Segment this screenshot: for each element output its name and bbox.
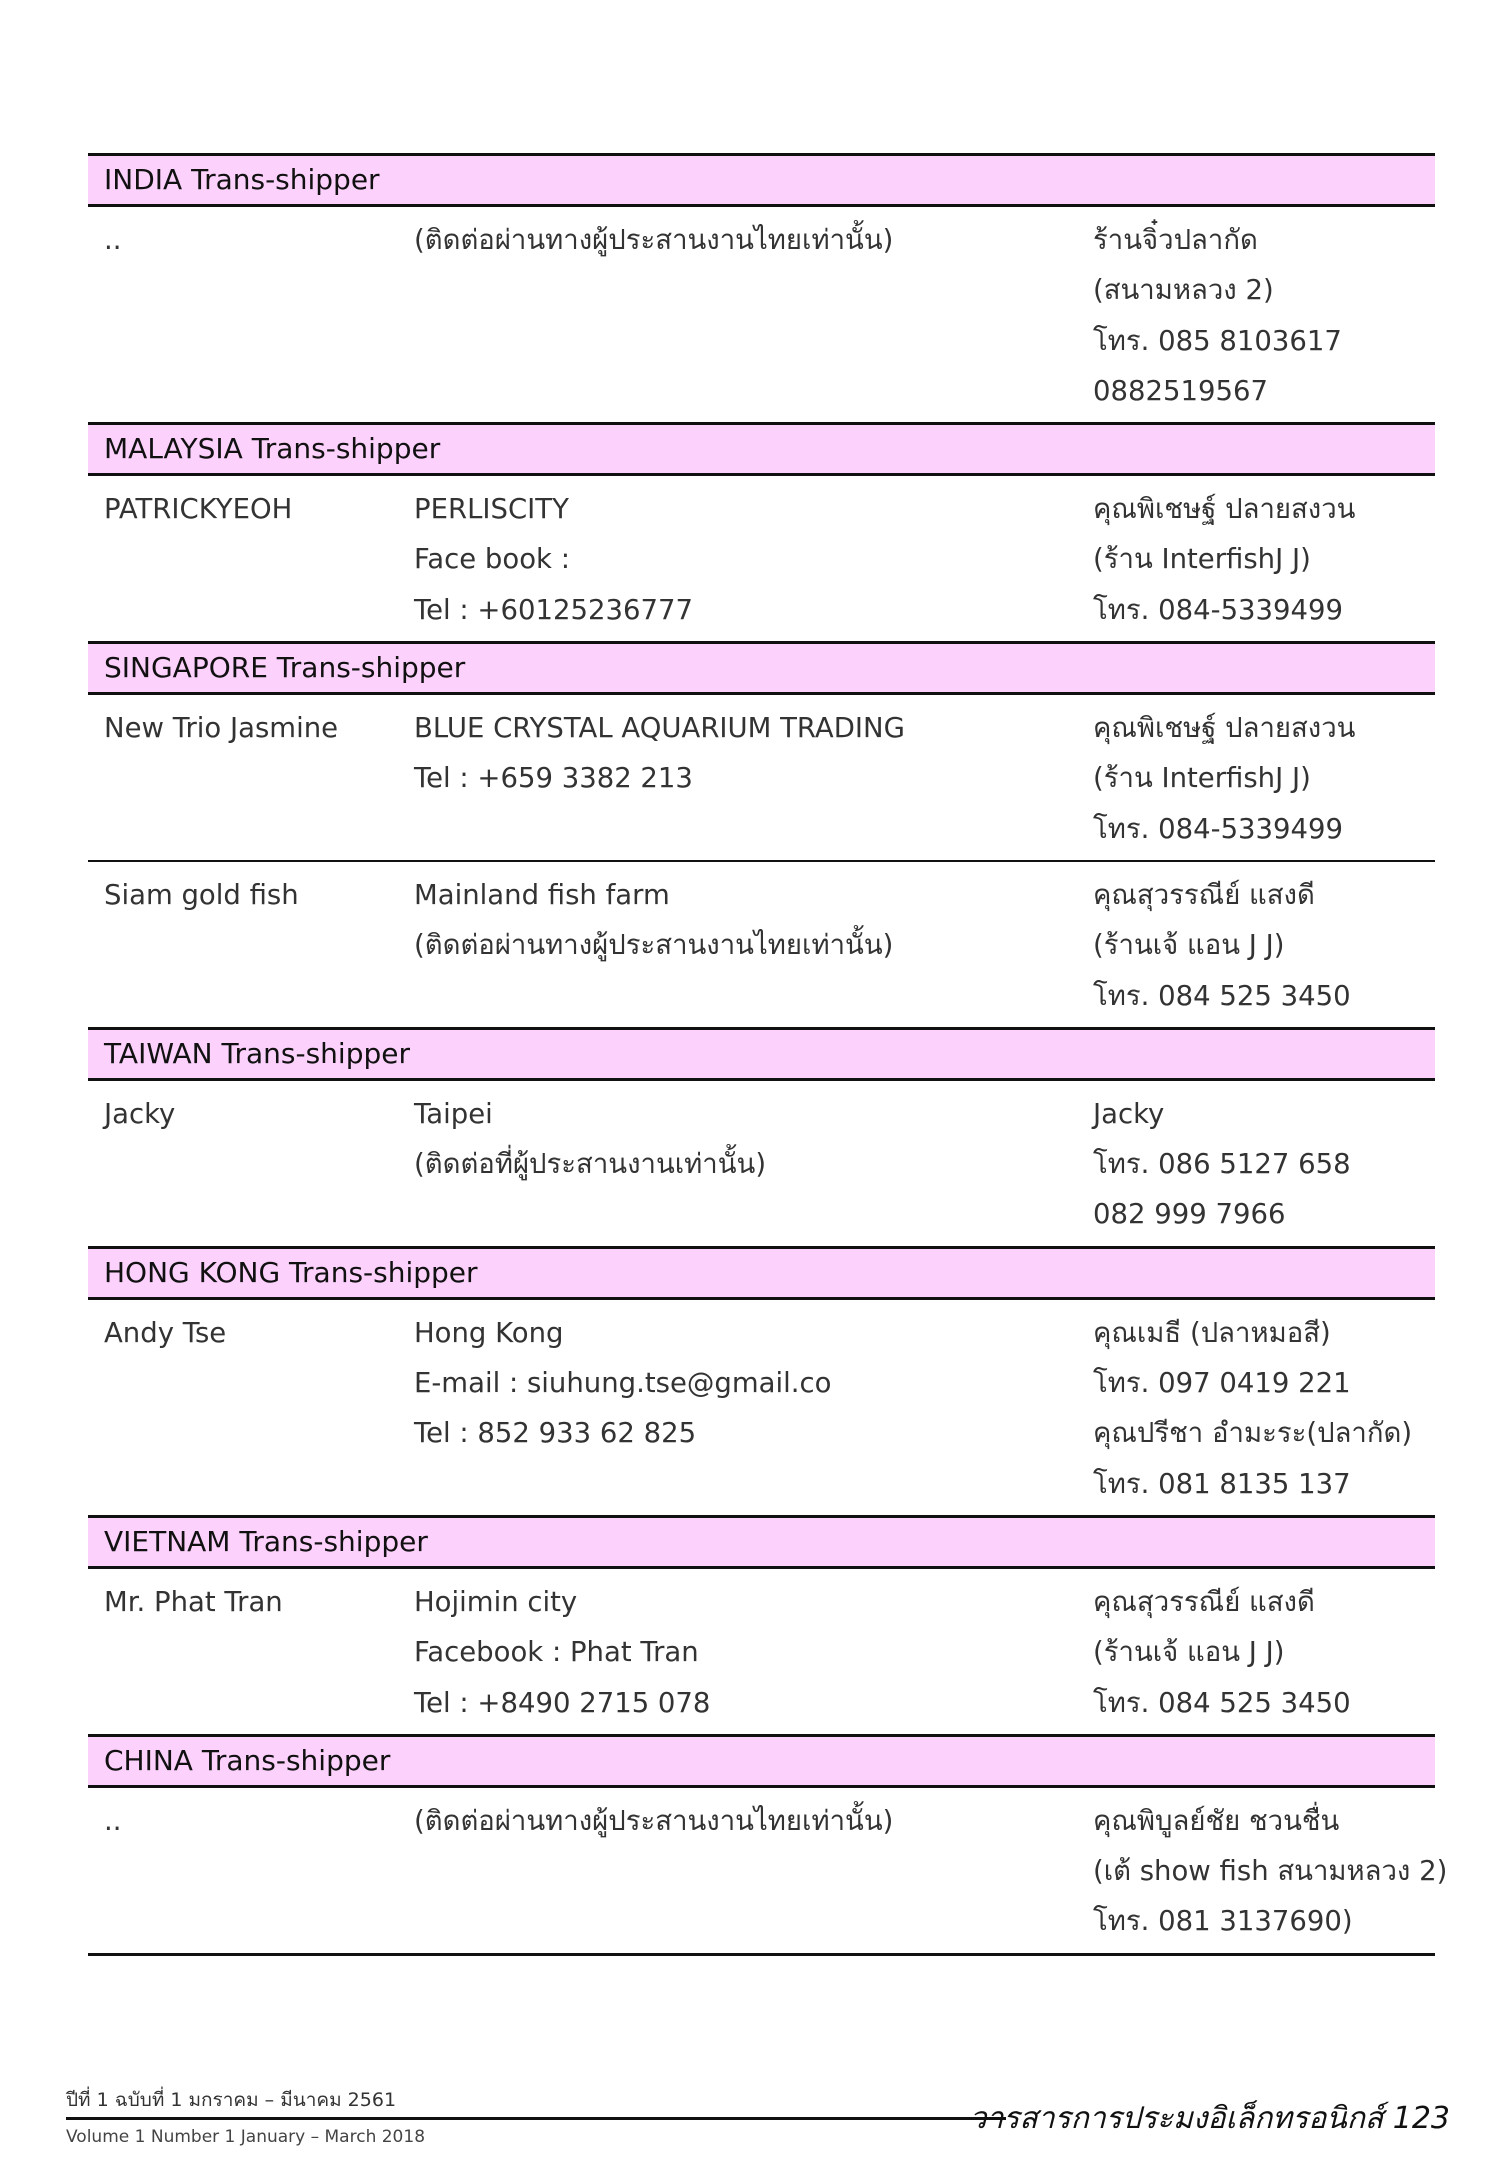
contact-details (414, 1089, 766, 1190)
contact-details-line: Tel : +8490 2715 078 (414, 1686, 711, 1719)
contact-name (104, 215, 121, 265)
contact-details-line: Facebook : Phat Tran (414, 1636, 699, 1669)
entry-row (88, 1081, 1435, 1246)
thai-coordinator-line: คุณปรีชา อำมะระ(ปลากัด) (1093, 1417, 1413, 1450)
thai-coordinator-line: ร้านจิ๋วปลากัด (1093, 224, 1258, 256)
thai-coordinator-line: โทร. 084 525 3450 (1093, 1686, 1351, 1719)
thai-coordinator-line: โทร. 084 525 3450 (1093, 979, 1351, 1012)
contact-details (414, 484, 693, 635)
thai-coordinator-line: โทร. 084-5339499 (1093, 812, 1344, 845)
section-header: HONG KONG Trans-shipper (88, 1246, 1435, 1300)
contact-details-line: (ติดต่อผ่านทางผู้ประสานงานไทยเท่านั้น) (414, 929, 894, 962)
entry-row (88, 860, 1435, 1027)
contact-details-line: Mainland fish farm (414, 878, 670, 911)
thai-coordinator-line: โทร. 081 8135 137 (1093, 1467, 1351, 1500)
section-entries (88, 1569, 1435, 1734)
thai-coordinator (1093, 1089, 1435, 1240)
journal-title-page-number: วารสารการประมงอิเล็กทรอนิกส์ 123 (969, 2101, 1450, 2136)
contact-details (414, 1308, 831, 1459)
trans-shipper-table (88, 153, 1448, 1956)
entry-row (88, 695, 1435, 860)
section-header: CHINA Trans-shipper (88, 1734, 1435, 1788)
contact-name-line: Andy Tse (104, 1316, 227, 1349)
issue-english: Volume 1 Number 1 January – March 2018 (66, 2127, 426, 2147)
contact-details (414, 215, 893, 265)
contact-name-line: Jacky (104, 1097, 176, 1130)
contact-name (104, 1796, 121, 1846)
contact-details-line: (ติดต่อผ่านทางผู้ประสานงานไทยเท่านั้น) (414, 224, 894, 256)
contact-details-line: E-mail : siuhung.tse@gmail.co (414, 1367, 832, 1400)
thai-coordinator-line: โทร. 097 0419 221 (1093, 1367, 1351, 1400)
contact-name-line: .. (104, 224, 122, 256)
contact-details (414, 870, 893, 971)
thai-coordinator (1093, 1796, 1448, 1947)
thai-coordinator (1093, 703, 1435, 854)
contact-details-line: PERLISCITY (414, 493, 569, 526)
entry-row (88, 1300, 1435, 1515)
contact-details-line: BLUE CRYSTAL AQUARIUM TRADING (414, 712, 905, 745)
contact-details-line: (ติดต่อที่ผู้ประสานงานเท่านั้น) (414, 1148, 767, 1181)
thai-coordinator-line: โทร. 081 3137690) (1093, 1905, 1353, 1938)
section-header: SINGAPORE Trans-shipper (88, 641, 1435, 695)
thai-coordinator (1093, 1577, 1435, 1728)
page-footer (66, 2085, 1456, 2155)
entry-row (88, 1569, 1435, 1734)
contact-name-line: New Trio Jasmine (104, 712, 339, 745)
thai-coordinator-line: (ร้านเจ้ แอน J J) (1093, 929, 1285, 962)
section-entries (88, 1081, 1435, 1246)
thai-coordinator (1093, 484, 1435, 635)
thai-coordinator-line: (ร้าน InterfishJ J) (1093, 762, 1311, 795)
section-header: TAIWAN Trans-shipper (88, 1027, 1435, 1081)
section-entries (88, 476, 1435, 641)
contact-details-line: Taipei (414, 1097, 493, 1130)
contact-details-line: (ติดต่อผ่านทางผู้ประสานงานไทยเท่านั้น) (414, 1804, 894, 1837)
thai-coordinator (1093, 215, 1435, 416)
thai-coordinator (1093, 1308, 1435, 1509)
thai-coordinator-line: คุณสุวรรณีย์ แสงดี (1093, 1585, 1315, 1618)
thai-coordinator-line: โทร. 084-5339499 (1093, 593, 1344, 626)
section-entries (88, 207, 1435, 422)
contact-name (104, 484, 292, 534)
contact-name-line: .. (104, 1804, 122, 1837)
issue-thai: ปีที่ 1 ฉบับที่ 1 มกราคม – มีนาคม 2561 (66, 2089, 397, 2111)
thai-coordinator-line: คุณเมธี (ปลาหมอสี) (1093, 1316, 1331, 1349)
entry-row (88, 207, 1435, 422)
contact-details (414, 703, 905, 804)
thai-coordinator-line: 082 999 7966 (1093, 1198, 1286, 1231)
thai-coordinator-line: (สนามหลวง 2) (1093, 274, 1274, 307)
thai-coordinator-line: คุณสุวรรณีย์ แสงดี (1093, 878, 1315, 911)
contact-details (414, 1796, 893, 1846)
contact-details (414, 1577, 710, 1728)
contact-details-line: Tel : 852 933 62 825 (414, 1417, 697, 1450)
contact-details-line: Hong Kong (414, 1316, 564, 1349)
contact-name (104, 1308, 226, 1358)
contact-details-line: Tel : +659 3382 213 (414, 762, 693, 795)
contact-details-line: Tel : +60125236777 (414, 593, 693, 626)
thai-coordinator-line: (ร้านเจ้ แอน J J) (1093, 1636, 1285, 1669)
contact-name-line: Mr. Phat Tran (104, 1585, 283, 1618)
contact-details-line: Hojimin city (414, 1585, 578, 1618)
section-entries (88, 695, 1435, 1027)
thai-coordinator-line: Jacky (1093, 1097, 1165, 1130)
section-header: INDIA Trans-shipper (88, 153, 1435, 207)
thai-coordinator-line: คุณพิบูลย์ชัย ชวนชื่น (1093, 1804, 1340, 1837)
thai-coordinator (1093, 870, 1435, 1021)
contact-name (104, 1089, 175, 1139)
entry-row (88, 1788, 1448, 1953)
section-header: MALAYSIA Trans-shipper (88, 422, 1435, 476)
contact-name-line: PATRICKYEOH (104, 493, 293, 526)
footer-rule (66, 2117, 1006, 2120)
thai-coordinator-line: โทร. 086 5127 658 (1093, 1148, 1351, 1181)
thai-coordinator-line: โทร. 085 8103617 (1093, 324, 1342, 357)
section-entries (88, 1300, 1435, 1515)
section-entries (88, 1788, 1448, 1953)
section-header: VIETNAM Trans-shipper (88, 1515, 1435, 1569)
contact-name-line: Siam gold fish (104, 878, 299, 911)
thai-coordinator-line: คุณพิเชษฐ์ ปลายสงวน (1093, 493, 1356, 526)
entry-row (88, 476, 1435, 641)
thai-coordinator-line: (เต้ show fish สนามหลวง 2) (1093, 1855, 1448, 1888)
contact-name (104, 870, 299, 920)
thai-coordinator-line: (ร้าน InterfishJ J) (1093, 543, 1311, 576)
contact-name (104, 703, 338, 753)
thai-coordinator-line: คุณพิเชษฐ์ ปลายสงวน (1093, 712, 1356, 745)
contact-name (104, 1577, 283, 1627)
contact-details-line: Face book : (414, 543, 570, 576)
thai-coordinator-line: 0882519567 (1093, 374, 1268, 407)
